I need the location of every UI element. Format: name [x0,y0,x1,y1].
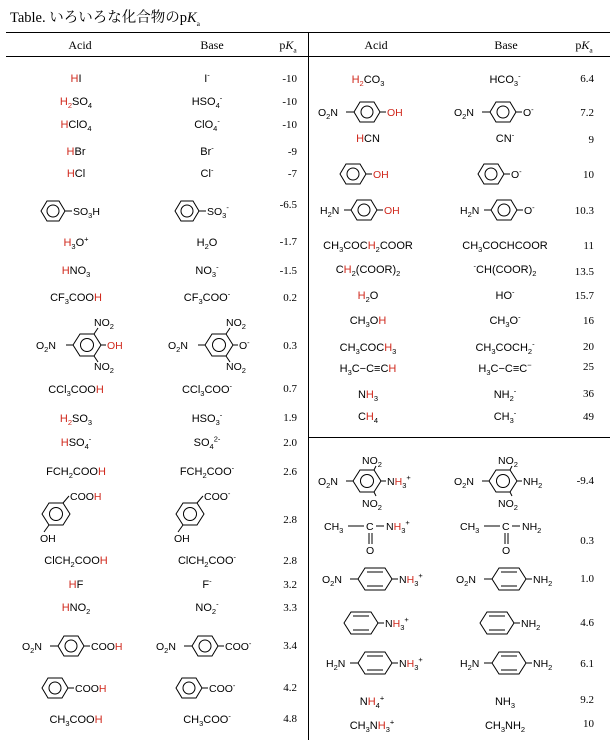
svg-text:CH3: $CH_3$ [324,521,344,535]
acid-benzoic [40,674,140,702]
acid-hno3: $HNO_3$ [61,265,91,280]
svg-text:NO2: $NO_2$ [226,317,246,331]
base-iodide: I- [204,70,210,85]
pka-acetamidium: 0.3 [580,535,594,547]
acid-fch2cooh: $FCH_2COOH$ [46,466,106,481]
base-nitrophenolate [454,98,564,126]
acid-hcn: HCN [356,133,380,145]
acid-propyne: $H_3C-C\equiv CH$ [339,363,397,378]
acid-h3o: $H_3O^+$ [63,234,89,252]
pka-methylammonium: 10 [583,718,594,730]
base-phenolate [476,160,546,188]
acid-anilinium [342,608,432,638]
svg-text:O-: O- [524,203,535,217]
svg-text:NO2: $NO_2$ [94,361,114,375]
pka-nitrophenol: 7.2 [580,107,594,119]
svg-text:NH3+: $NH_3^+$ [399,571,423,588]
acid-trinitroanilinium [318,450,438,514]
base-fluoride: F- [202,576,212,591]
svg-text:NO2: $NO_2$ [498,498,518,512]
acid-acetone: $CH_3COCH_3$ [339,342,397,357]
base-picrate [168,312,268,378]
acid-clch2cooh: ClCH$_2$COOH [44,555,108,570]
acid-malonate: $CH_2(COOR)_2$ [335,264,401,279]
base-benzoate [174,674,274,702]
svg-text:COO-: COO- [204,489,231,503]
acid-hso4: $HSO_4^-$ [60,434,92,452]
base-chloride: Cl- [200,165,214,180]
acid-aminophenol [320,196,420,224]
pka-hcl: -7 [287,168,297,180]
svg-text:H2N: $H_2N$ [460,658,480,672]
pka-methane: 49 [583,411,594,423]
header-pka-left: $pK_a$ [279,38,297,55]
pka-acetoacetate: 11 [583,240,594,252]
pka-phenylenediammonium: 6.1 [580,658,594,670]
base-salicylate [174,489,264,545]
acid-methane: $CH_4$ [357,411,379,426]
base-fch2coo: $FCH_2COO^-$ [179,463,235,481]
header-acid-right: Acid [364,38,388,52]
acid-hclo4: HClO$_4$ [60,119,92,134]
acid-acetoacetate: $CH_3COCH_2COOR$ [323,240,413,255]
svg-text:O2N: $O_2N$ [322,574,342,588]
pka-nitrobenzoic: 3.4 [283,640,297,652]
svg-text:NH2: $NH_2$ [533,658,553,672]
svg-text:O-: O- [523,105,534,119]
base-aminophenolate [460,196,560,224]
pka-hcn: 9 [588,134,594,146]
pka-propyne: 25 [583,361,594,373]
svg-text:COOH: COOH [70,491,102,503]
acid-benzenesulfonic [38,196,128,226]
pka-fch2cooh: 2.6 [283,466,297,478]
svg-text:COO-: COO- [225,639,252,653]
header-pka-right: $pK_a$ [575,38,593,55]
acid-nitroanilinium [322,564,442,594]
base-clch2coo: ClCH$_2$COO- [177,552,237,570]
so3-label: $SO_3H$ [73,206,100,220]
base-bromide: Br- [200,143,214,158]
base-propynide: $H_3C-C\equiv C^-$ [478,360,532,378]
acid-cf3cooh: $CF_3COOH$ [50,292,102,307]
pka-trinitroanilinium: -9.4 [576,475,594,487]
svg-text:NO2: $NO_2$ [498,455,518,469]
pka-hi: -10 [282,73,297,85]
base-amide: $NH_2^-$ [493,386,517,404]
svg-text:O-: O- [239,338,250,352]
pka-hso4: 2.0 [283,437,297,449]
pka-benzoic: 4.2 [283,682,297,694]
svg-text:NO2: $NO_2$ [226,361,246,375]
pka-salicylic: 2.8 [283,514,297,526]
svg-text:O: O [502,545,511,557]
svg-text:NH2: $NH_2$ [533,574,553,588]
svg-text:O2N: $O_2N$ [456,574,476,588]
svg-text:NH2: $NH_2$ [521,618,541,632]
base-phenylenediamine [460,648,580,678]
svg-text:NO2: $NO_2$ [362,455,382,469]
svg-text:O2N: $O_2N$ [318,107,338,121]
svg-text:H2N: $H_2N$ [460,205,480,219]
acid-acetamidium [324,516,434,556]
svg-text:OH: OH [107,340,123,352]
pka-hf: 3.2 [283,579,297,591]
svg-text:O2N: $O_2N$ [36,340,56,354]
base-acetone-enolate: $CH_3COCH_2^-$ [475,339,535,357]
svg-text:NH2: $NH_2$ [523,476,543,490]
acid-water: $H_2O$ [357,290,379,305]
pka-ch3cooh: 4.8 [283,713,297,725]
pka-h2so3: 1.9 [283,412,297,424]
base-no2: $NO_2^-$ [195,599,219,617]
svg-text:O2N: $O_2N$ [454,476,474,490]
pka-water: 15.7 [574,290,594,302]
acid-ammonium: $NH_4^+$ [359,693,385,711]
svg-text:O2N: $O_2N$ [22,641,42,655]
svg-text:O2N: $O_2N$ [168,340,188,354]
base-cf3coo: $CF_3COO^-$ [183,289,231,307]
base-hso3: $HSO_3^-$ [191,410,223,428]
pka-anilinium: 4.6 [580,617,594,629]
pka-aminophenol: 10.3 [574,205,594,217]
pka-hclo4: -10 [282,119,297,131]
base-trinitroaniline [454,450,574,514]
svg-text:OH: OH [373,169,389,181]
acid-hbr: HBr [66,146,86,158]
pka-cf3cooh: 0.2 [283,292,297,304]
acid-hcl: HCl [66,168,86,180]
svg-text:NO2: $NO_2$ [94,317,114,331]
acid-h2co3: $H_2CO_3$ [351,74,385,89]
acid-hi: HI [70,73,82,85]
svg-text:SO3-: $SO_3^-$ [207,203,229,220]
acid-h2so3: $H_2SO_3$ [59,413,93,428]
svg-text:C: C [366,521,374,533]
pka-h3o: -1.7 [279,236,297,248]
base-hco3: $HCO_3^-$ [489,71,521,89]
svg-text:COOH: COOH [91,641,123,653]
base-acetamide [460,516,570,556]
base-hydroxide: HO- [495,287,515,302]
pka-h2co3: 6.4 [580,73,594,85]
base-methyl-anion: $CH_3^-$ [493,408,517,426]
acid-picric [36,312,136,378]
pka-malonate: 13.5 [574,266,594,278]
svg-text:O-: O- [511,167,522,181]
amine-section-rule [308,437,610,438]
svg-text:NO2: $NO_2$ [362,498,382,512]
svg-text:OH: OH [174,533,190,545]
pka-methanol: 16 [583,315,594,327]
acid-nitrophenol [318,98,428,126]
svg-text:NH3+: $NH_3^+$ [387,473,411,490]
base-cyanide: CN- [495,130,515,145]
svg-text:H2N: $H_2N$ [320,205,340,219]
base-aniline [478,608,568,638]
base-methylamine: $CH_3NH_2$ [484,720,526,735]
svg-text:O2N: $O_2N$ [318,476,338,490]
acid-methanol: $CH_3OH$ [349,315,387,330]
acid-h2so4: $H_2SO_4$ [59,96,93,111]
base-clo4: ClO$_4$- [194,116,220,134]
svg-text:COOH: COOH [75,683,107,695]
base-so4: $SO_4^{2-}$ [193,434,221,452]
table-title: Table. いろいろな化合物の$pK_a$ [10,10,201,28]
base-benzenesulfonate [172,196,262,226]
acid-methylammonium: $CH_3NH_3^+$ [349,717,395,735]
base-no3: $NO_3^-$ [195,262,219,280]
svg-text:CH3: $CH_3$ [460,521,480,535]
base-h2o: $H_2O$ [196,237,218,252]
svg-text:OH: OH [387,107,403,119]
svg-text:H2N: $H_2N$ [326,658,346,672]
svg-text:OH: OH [40,533,56,545]
base-ch3coo: $CH_3COO^-$ [183,711,231,729]
header-base-right: Base [494,38,518,52]
svg-text:NH3+: $NH_3^+$ [386,518,410,535]
pka-picric: 0.3 [283,340,297,352]
base-methoxide: $CH_3O^-$ [489,312,521,330]
pka-h2so4: -10 [282,96,297,108]
pka-hbr: -9 [287,146,297,158]
svg-text:NH3+: $NH_3^+$ [385,615,409,632]
acid-nitrobenzoic [22,632,142,660]
header-base-left: Base [200,38,224,52]
acid-phenylenediammonium [326,648,446,678]
center-divider [308,32,309,740]
base-ammonia: $NH_3$ [494,696,516,711]
base-nitroaniline [456,564,576,594]
acid-ammonia: $NH_3$ [357,389,379,404]
svg-text:NH3+: $NH_3^+$ [399,655,423,672]
acid-hf: HF [68,579,84,591]
acid-phenol [338,160,408,188]
pka-nitroanilinium: 1.0 [580,573,594,585]
svg-text:COO-: COO- [209,681,236,695]
base-ccl3coo: CCl$_3$COO- [181,381,233,399]
svg-text:SO3H [73,206,100,220]
base-acetoacetate: $CH_3COCHCOOR$ [462,240,548,255]
pka-ammonium: 9.2 [580,694,594,706]
svg-text:O2N: $O_2N$ [454,107,474,121]
base-malonate: $^-CH(COOR)_2$ [473,261,537,279]
pka-phenol: 10 [583,169,594,181]
pka-hno2: 3.3 [283,602,297,614]
header-acid-left: Acid [68,38,92,52]
base-hso4: $HSO_4^-$ [191,93,223,111]
svg-text:NH2: $NH_2$ [522,521,542,535]
acid-ch3cooh: $CH_3COOH$ [49,714,103,729]
svg-text:O: O [366,545,375,557]
svg-text:OH: OH [384,205,400,217]
pka-hno3: -1.5 [279,265,297,277]
pka-benzenesulfonic: -6.5 [279,199,297,211]
acid-hno2: $HNO_2$ [61,602,91,617]
acid-ccl3cooh: CCl$_3$COOH [48,384,104,399]
pka-acetone: 20 [583,341,594,353]
pka-ccl3cooh: 0.7 [283,383,297,395]
pka-ammonia: 36 [583,388,594,400]
svg-text:O2N: $O_2N$ [156,641,176,655]
pka-clch2cooh: 2.8 [283,555,297,567]
base-nitrobenzoate [156,632,276,660]
svg-text:C: C [502,521,510,533]
acid-salicylic [40,491,130,545]
